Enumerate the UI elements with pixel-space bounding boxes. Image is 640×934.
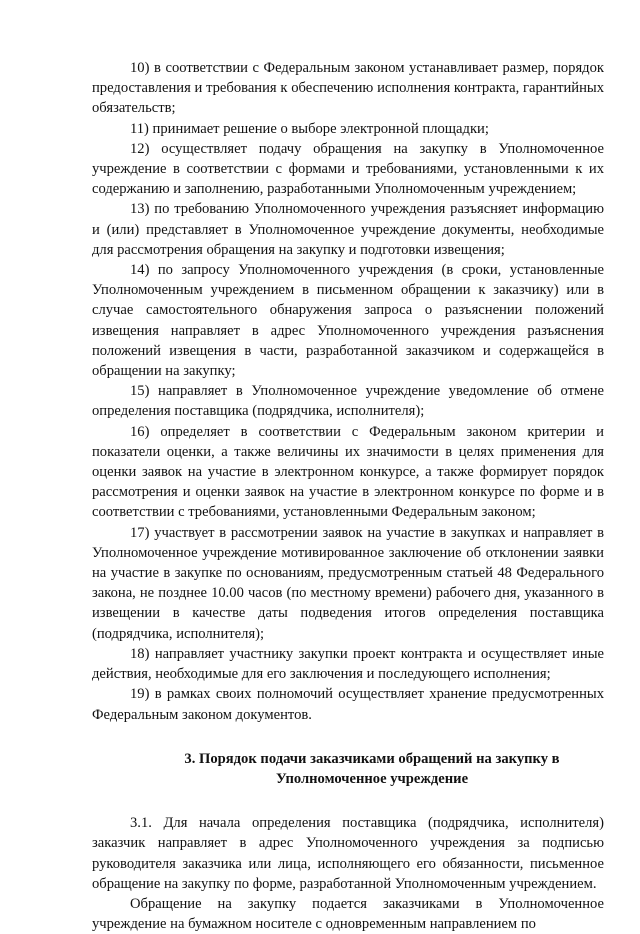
section-heading: [92, 749, 604, 789]
section-heading-line-2: Уполномоченное учреждение: [275, 770, 469, 787]
paragraph-item-16: 16) определяет в соответствии с Федеральным законом критерии и показатели оценки, а также величины их значимости в целях применения для оценки заявок на участие в электронном конкурсе, а также формирует порядок рассмотрения и оценки заявок на участие в электронном конкурсе по форме и в соответствии с требованиями, установленными Федеральным законом;: [92, 423, 604, 521]
paragraph-item-11: 11) принимает решение о выборе электронной площадки;: [130, 120, 489, 137]
paragraph-item-12: 12) осуществляет подачу обращения на закупку в Уполномоченное учреждение в соответствии с формами и требованиями, установленными к их содержанию и заполнению, разработанными Уполномоченным учреждением;: [92, 140, 604, 198]
paragraph-item-18: 18) направляет участнику закупки проект контракта и осуществляет иные действия, необходимые для его заключения и последующего исполнения;: [92, 645, 604, 683]
paragraph-item-13: 13) по требованию Уполномоченного учреждения разъясняет информацию и (или) представляет в Уполномоченное учреждение документы, необходимые для рассмотрения обращения на закупку и подготовки извещения;: [92, 201, 604, 258]
section-heading-line-1: 3. Порядок подачи заказчиками обращений на закупку в: [184, 750, 560, 767]
paragraph-3-1: 3.1. Для начала определения поставщика (подрядчика, исполнителя) заказчик направляет в адрес Уполномоченного учреждения за подписью руководителя заказчика или лица, исполняющего его обязанности, письменное обращение на закупку по форме, разработанной Уполномоченным учреждением.: [92, 815, 604, 892]
document-body: [92, 58, 604, 934]
paragraph-item-10: 10) в соответствии с Федеральным законом устанавливает размер, порядок предоставления и требования к обеспечению исполнения контракта, гарантийных обязательств;: [92, 60, 604, 117]
paragraph-item-15: 15) направляет в Уполномоченное учреждение уведомление об отмене определения поставщика (подрядчика, исполнителя);: [92, 383, 604, 420]
paragraph-item-19: 19) в рамках своих полномочий осуществляет хранение предусмотренных Федеральным законом документов.: [92, 686, 604, 723]
paragraph-submission: Обращение на закупку подается заказчиками в Уполномоченное учреждение на бумажном носителе с одновременным направлением по: [92, 895, 604, 933]
paragraph-item-17: 17) участвует в рассмотрении заявок на участие в закупках и направляет в Уполномоченное учреждение мотивированное заключение об отклонении заявки на участие в закупке по основаниям, предусмотренным статьей 48 Федерального закона, не позднее 10.00 часов (по местному времени) рабочего дня, указанного в извещении в качестве даты подведения итогов определения поставщика (подрядчика, исполнителя);: [92, 524, 604, 642]
paragraph-item-14: 14) по запросу Уполномоченного учреждения (в сроки, установленные Уполномоченным учреждением в письменном обращении к заказчику) или в случае самостоятельного обнаружения запроса о разъяснении положений извещения направляет в адрес Уполномоченного учреждения разъяснения положений извещения в части, разработанной заказчиком и содержащейся в обращении на закупку;: [92, 262, 604, 380]
